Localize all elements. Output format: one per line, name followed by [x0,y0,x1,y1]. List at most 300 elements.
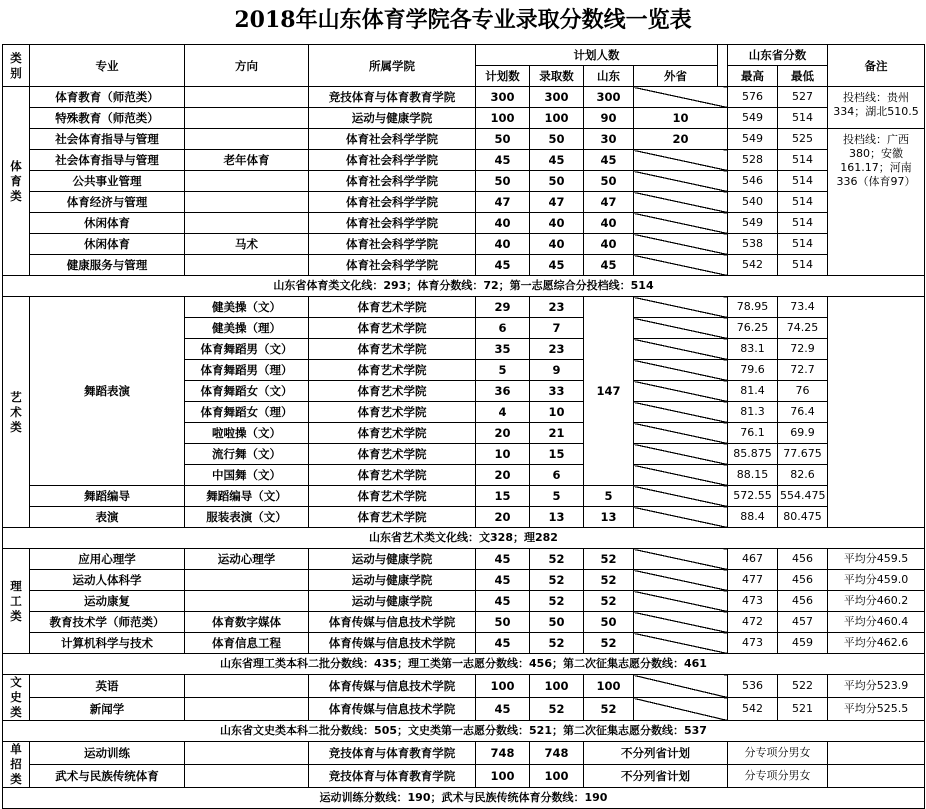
plan-cell: 45 [476,150,530,171]
major-cell: 英语 [30,675,185,698]
max-score-cell: 81.3 [728,402,778,423]
min-score-cell: 82.6 [778,465,828,486]
outside-cell [634,549,728,570]
major-cell: 新闻学 [30,698,185,721]
category-char: 单 [10,742,22,756]
direction-cell: 体育数字媒体 [185,612,309,633]
outside-cell [634,381,728,402]
note-cell [828,297,925,528]
shandong-cell: 52 [584,591,634,612]
college-cell: 体育社会科学学院 [309,192,476,213]
category-char: 育 [10,173,22,188]
table-row [3,507,925,528]
plan-cell: 45 [476,570,530,591]
header-college: 所属学院 [309,45,476,87]
admitted-cell: 50 [530,171,584,192]
category-char: 理 [10,578,22,593]
college-cell: 体育艺术学院 [309,507,476,528]
admitted-cell: 23 [530,297,584,318]
major-cell: 计算机科学与技术 [30,633,185,654]
direction-cell [185,698,309,721]
shandong-cell: 52 [584,549,634,570]
category-char: 类 [10,608,22,623]
direction-cell [185,87,309,108]
direction-cell: 中国舞（文） [185,465,309,486]
plan-cell: 100 [476,108,530,129]
college-cell: 体育艺术学院 [309,318,476,339]
table-row [3,486,925,507]
table-row [3,87,925,108]
max-score-cell: 542 [728,698,778,721]
header-max: 最高 [728,66,778,87]
category-char: 类 [10,772,22,786]
min-score-cell: 554.475 [778,486,828,507]
note-cell: 平均分460.4 [828,612,925,633]
college-cell: 体育社会科学学院 [309,255,476,276]
direction-cell [185,765,309,788]
admitted-cell: 52 [530,591,584,612]
min-score-cell: 514 [778,150,828,171]
college-cell: 体育传媒与信息技术学院 [309,633,476,654]
category-char: 艺 [10,389,22,404]
direction-cell: 健美操（文） [185,297,309,318]
max-score-cell: 76.1 [728,423,778,444]
table-row [3,213,925,234]
max-score-cell: 546 [728,171,778,192]
table-row [3,742,925,765]
outside-cell: 10 [634,108,728,129]
min-score-cell: 456 [778,591,828,612]
major-cell: 健康服务与管理 [30,255,185,276]
college-cell: 体育传媒与信息技术学院 [309,698,476,721]
min-score-cell: 456 [778,549,828,570]
max-score-cell: 467 [728,549,778,570]
min-score-cell: 77.675 [778,444,828,465]
direction-cell: 啦啦操（文） [185,423,309,444]
max-score-cell: 85.875 [728,444,778,465]
major-cell: 运动康复 [30,591,185,612]
outside-cell [634,591,728,612]
category-sci [3,549,30,654]
college-cell: 运动与健康学院 [309,108,476,129]
table-row [3,255,925,276]
admitted-cell: 9 [530,360,584,381]
note-cell: 平均分460.2 [828,591,925,612]
header-plan: 计划数 [476,66,530,87]
min-score-cell: 514 [778,108,828,129]
admitted-cell: 52 [530,698,584,721]
plan-cell: 45 [476,591,530,612]
admitted-cell: 45 [530,255,584,276]
college-cell: 竞技体育与体育教育学院 [309,742,476,765]
direction-cell: 体育舞蹈女（文） [185,381,309,402]
plan-cell: 29 [476,297,530,318]
min-score-cell: 456 [778,570,828,591]
header-min: 最低 [778,66,828,87]
direction-cell [185,108,309,129]
college-cell: 运动与健康学院 [309,591,476,612]
min-score-cell: 72.9 [778,339,828,360]
direction-cell [185,129,309,150]
shandong-cell: 100 [584,675,634,698]
admitted-cell: 45 [530,150,584,171]
plan-cell: 5 [476,360,530,381]
note-cell: 平均分459.0 [828,570,925,591]
admission-table [2,44,925,809]
admitted-cell: 23 [530,339,584,360]
max-score-cell: 83.1 [728,339,778,360]
major-cell: 舞蹈编导 [30,486,185,507]
table-row [3,129,925,150]
section-summary: 山东省艺术类文化线：文328；理282 [3,528,925,549]
plan-cell: 45 [476,633,530,654]
major-cell: 休闲体育 [30,234,185,255]
plan-cell: 45 [476,549,530,570]
admitted-cell: 47 [530,192,584,213]
plan-cell: 40 [476,213,530,234]
table-row [3,721,925,742]
shandong-cell: 40 [584,234,634,255]
header-spacer [718,45,728,87]
admitted-cell: 100 [530,765,584,788]
outside-cell [634,234,728,255]
outside-cell [634,150,728,171]
shandong-cell: 45 [584,150,634,171]
shandong-cell: 300 [584,87,634,108]
major-cell: 表演 [30,507,185,528]
note-cell: 投档线：贵州334；湖北510.5 [828,87,925,129]
direction-cell [185,192,309,213]
plan-cell: 100 [476,675,530,698]
outside-cell [634,465,728,486]
plan-cell: 100 [476,765,530,788]
direction-cell: 服装表演（文） [185,507,309,528]
table-row [3,698,925,721]
page-title: 2018年山东体育学院各专业录取分数线一览表 [234,7,692,33]
min-score-cell: 514 [778,234,828,255]
admitted-cell: 748 [530,742,584,765]
header-direction: 方向 [185,45,309,87]
plan-cell: 36 [476,381,530,402]
shandong-cell: 45 [584,255,634,276]
college-cell: 体育艺术学院 [309,297,476,318]
plan-cell: 10 [476,444,530,465]
major-cell: 体育教育（师范类） [30,87,185,108]
outside-cell [634,612,728,633]
admitted-cell: 40 [530,234,584,255]
direction-cell: 体育舞蹈女（理） [185,402,309,423]
admitted-cell: 5 [530,486,584,507]
plan-cell: 47 [476,192,530,213]
no-province-plan-cell: 不分列省计划 [584,765,728,788]
direction-cell: 老年体育 [185,150,309,171]
admitted-cell: 52 [530,570,584,591]
table-row [3,108,925,129]
header-shandong: 山东 [584,66,634,87]
plan-cell: 6 [476,318,530,339]
major-cell: 舞蹈表演 [30,297,185,486]
section-summary: 山东省理工类本科二批分数线：435；理工类第一志愿分数线：456；第二次征集志愿分数线：461 [3,654,925,675]
max-score-cell: 549 [728,129,778,150]
min-score-cell: 76 [778,381,828,402]
table-row [3,633,925,654]
direction-cell: 运动心理学 [185,549,309,570]
outside-cell [634,297,728,318]
direction-cell [185,213,309,234]
category-art [3,297,30,528]
college-cell: 体育社会科学学院 [309,171,476,192]
min-score-cell: 522 [778,675,828,698]
college-cell: 体育艺术学院 [309,423,476,444]
admitted-cell: 300 [530,87,584,108]
section-summary: 山东省文史类本科二批分数线：505；文史类第一志愿分数线：521；第二次征集志愿分数线：537 [3,721,925,742]
table-row [3,192,925,213]
shandong-cell: 5 [584,486,634,507]
college-cell: 运动与健康学院 [309,570,476,591]
note-cell: 平均分523.9 [828,675,925,698]
max-score-cell: 572.55 [728,486,778,507]
max-score-cell: 538 [728,234,778,255]
max-score-cell: 576 [728,87,778,108]
max-score-cell: 473 [728,591,778,612]
major-cell: 社会体育指导与管理 [30,150,185,171]
max-score-cell: 477 [728,570,778,591]
college-cell: 体育传媒与信息技术学院 [309,675,476,698]
outside-cell [634,423,728,444]
min-score-cell: 525 [778,129,828,150]
college-cell: 体育艺术学院 [309,360,476,381]
section-summary: 运动训练分数线：190；武术与民族传统体育分数线：190 [3,788,925,809]
outside-cell [634,318,728,339]
plan-cell: 20 [476,465,530,486]
direction-cell: 健美操（理） [185,318,309,339]
direction-cell [185,255,309,276]
header-plan-group: 计划人数 [476,45,718,66]
table-row [3,612,925,633]
outside-cell [634,698,728,721]
outside-cell [634,87,728,108]
admitted-cell: 40 [530,213,584,234]
plan-cell: 20 [476,507,530,528]
note-cell [828,742,925,765]
college-cell: 体育艺术学院 [309,465,476,486]
shandong-cell: 52 [584,698,634,721]
table-row [3,549,925,570]
college-cell: 体育艺术学院 [309,339,476,360]
major-cell: 运动人体科学 [30,570,185,591]
section-summary: 山东省体育类文化线：293；体育分数线：72；第一志愿综合分投档线：514 [3,276,925,297]
min-score-cell: 80.475 [778,507,828,528]
category-char: 体 [10,158,22,173]
table-row [3,675,925,698]
table-row [3,234,925,255]
note-cell: 投档线：广西380；安徽161.17；河南336（体育97） [828,129,925,276]
direction-cell: 马术 [185,234,309,255]
min-score-cell: 514 [778,213,828,234]
max-score-cell: 78.95 [728,297,778,318]
shandong-cell: 47 [584,192,634,213]
plan-cell: 40 [476,234,530,255]
category-char: 术 [10,404,22,419]
plan-cell: 748 [476,742,530,765]
header-category: 类别 [3,45,30,87]
min-score-cell: 514 [778,192,828,213]
table-row [3,570,925,591]
plan-cell: 45 [476,698,530,721]
admitted-cell: 21 [530,423,584,444]
note-cell: 平均分462.6 [828,633,925,654]
direction-cell [185,591,309,612]
category-char: 类 [10,188,22,203]
plan-cell: 300 [476,87,530,108]
max-score-cell: 542 [728,255,778,276]
table-row [3,788,925,809]
category-lib [3,675,30,721]
max-score-cell: 540 [728,192,778,213]
major-cell: 教育技术学（师范类） [30,612,185,633]
shandong-cell: 30 [584,129,634,150]
table-row [3,276,925,297]
min-score-cell: 514 [778,255,828,276]
table-row [3,150,925,171]
outside-cell: 20 [634,129,728,150]
shandong-cell: 40 [584,213,634,234]
category-char: 类 [10,419,22,434]
shandong-cell: 52 [584,633,634,654]
min-score-cell: 72.7 [778,360,828,381]
max-score-cell: 472 [728,612,778,633]
plan-cell: 15 [476,486,530,507]
outside-cell [634,402,728,423]
table-row [3,654,925,675]
admitted-cell: 100 [530,108,584,129]
direction-cell [185,742,309,765]
college-cell: 体育传媒与信息技术学院 [309,612,476,633]
outside-cell [634,360,728,381]
plan-cell: 35 [476,339,530,360]
admitted-cell: 33 [530,381,584,402]
admitted-cell: 10 [530,402,584,423]
college-cell: 体育艺术学院 [309,444,476,465]
category-char: 招 [10,757,22,771]
direction-cell: 体育舞蹈男（文） [185,339,309,360]
outside-cell [634,570,728,591]
no-province-plan-cell: 不分列省计划 [584,742,728,765]
table-row [3,528,925,549]
max-score-cell: 88.4 [728,507,778,528]
category-single [3,742,30,788]
min-score-cell: 73.4 [778,297,828,318]
shandong-cell: 50 [584,171,634,192]
category-char: 工 [10,593,22,608]
admitted-cell: 50 [530,129,584,150]
admitted-cell: 52 [530,633,584,654]
admitted-cell: 6 [530,465,584,486]
plan-cell: 4 [476,402,530,423]
max-score-cell: 76.25 [728,318,778,339]
admitted-cell: 13 [530,507,584,528]
min-score-cell: 457 [778,612,828,633]
outside-cell [634,171,728,192]
min-score-cell: 527 [778,87,828,108]
admitted-cell: 15 [530,444,584,465]
direction-cell [185,570,309,591]
max-score-cell: 473 [728,633,778,654]
note-cell [828,765,925,788]
outside-cell [634,213,728,234]
direction-cell: 体育舞蹈男（理） [185,360,309,381]
college-cell: 体育艺术学院 [309,486,476,507]
plan-cell: 45 [476,255,530,276]
major-cell: 体育经济与管理 [30,192,185,213]
outside-cell [634,486,728,507]
major-cell: 特殊教育（师范类） [30,108,185,129]
table-row [3,171,925,192]
major-cell: 武术与民族传统体育 [30,765,185,788]
note-cell: 平均分525.5 [828,698,925,721]
direction-cell [185,171,309,192]
shandong-cell: 147 [584,297,634,486]
min-score-cell: 521 [778,698,828,721]
category-char: 类 [10,705,22,719]
outside-cell [634,339,728,360]
shandong-cell: 90 [584,108,634,129]
note-cell: 平均分459.5 [828,549,925,570]
max-score-cell: 549 [728,213,778,234]
header-note: 备注 [828,45,925,87]
college-cell: 竞技体育与体育教育学院 [309,87,476,108]
major-cell: 休闲体育 [30,213,185,234]
outside-cell [634,192,728,213]
outside-cell [634,255,728,276]
college-cell: 体育艺术学院 [309,381,476,402]
college-cell: 体育社会科学学院 [309,213,476,234]
table-row [3,591,925,612]
header-major: 专业 [30,45,185,87]
college-cell: 竞技体育与体育教育学院 [309,765,476,788]
max-score-cell: 549 [728,108,778,129]
category-pe [3,87,30,276]
admitted-cell: 52 [530,549,584,570]
admitted-cell: 100 [530,675,584,698]
category-char: 文 [10,675,22,689]
outside-cell [634,675,728,698]
table-row [3,765,925,788]
admitted-cell: 50 [530,612,584,633]
major-cell: 应用心理学 [30,549,185,570]
major-cell: 公共事业管理 [30,171,185,192]
plan-cell: 50 [476,612,530,633]
min-score-cell: 74.25 [778,318,828,339]
college-cell: 体育社会科学学院 [309,150,476,171]
max-score-cell: 79.6 [728,360,778,381]
admitted-cell: 7 [530,318,584,339]
college-cell: 体育社会科学学院 [309,234,476,255]
plan-cell: 50 [476,171,530,192]
header-score-group: 山东省分数 [728,45,828,66]
table-row [3,297,925,318]
max-score-cell: 81.4 [728,381,778,402]
plan-cell: 50 [476,129,530,150]
college-cell: 体育艺术学院 [309,402,476,423]
min-score-cell: 76.4 [778,402,828,423]
major-cell: 社会体育指导与管理 [30,129,185,150]
direction-cell: 体育信息工程 [185,633,309,654]
plan-cell: 20 [476,423,530,444]
score-method-cell: 分专项分男女 [728,742,828,765]
college-cell: 运动与健康学院 [309,549,476,570]
shandong-cell: 52 [584,570,634,591]
